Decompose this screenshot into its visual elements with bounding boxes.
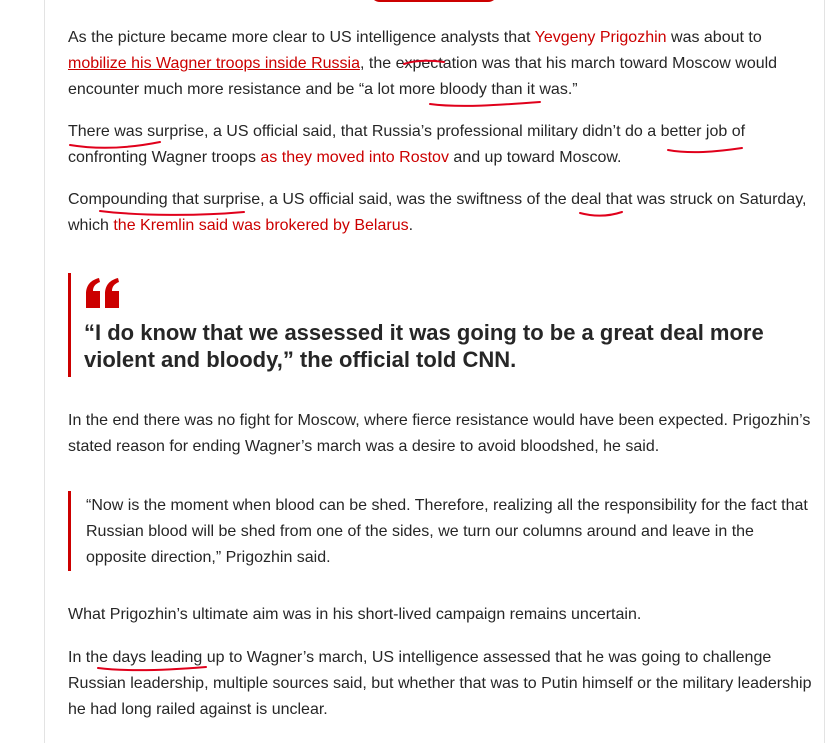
paragraph-4	[68, 408, 813, 460]
link-kremlin-belarus[interactable]: the Kremlin said was brokered by Belarus	[113, 217, 409, 234]
paragraph-5	[68, 602, 813, 628]
blockquote-text: “Now is the moment when blood can be shed. Therefore, realizing all the responsibility for the fact that Russian blood will be shed from one of the sides, we turn our columns around and leave in the opposite direction,” Prigozhin said.	[86, 497, 808, 566]
pull-quote-text: “I do know that we assessed it was going to be a great deal more violent and bloody,” the official told CNN.	[84, 320, 764, 372]
paragraph-text: was about to	[666, 29, 762, 46]
header-button-edge[interactable]	[370, 0, 498, 2]
paragraph-text: What Prigozhin’s ultimate aim was in his short-lived campaign remains uncertain.	[68, 606, 642, 623]
pull-quote	[68, 273, 808, 377]
link-yevgeny-prigozhin[interactable]: Yevgeny Prigozhin	[534, 29, 667, 46]
prigozhin-quote	[68, 491, 808, 571]
paragraph-text: There was surprise, a US official said, that Russia’s professional military didn’t do a better job of confronting Wagner troops	[68, 123, 746, 166]
paragraph-2	[68, 119, 813, 171]
paragraph-text: In the days leading up to Wagner’s march, US intelligence assessed that he was going to challenge Russian leadership, multiple sources said, but whether that was to Putin himself or the military leadership he had long railed against is unclear.	[68, 649, 812, 718]
paragraph-text: As the picture became more clear to US intelligence analysts that	[68, 29, 535, 46]
paragraph-text: In the end there was no fight for Moscow, where fierce resistance would have been expected. Prigozhin’s stated reason for ending Wagner’s march was a desire to avoid bloodshed, he said.	[68, 412, 811, 455]
paragraph-text: and up toward Moscow.	[448, 149, 622, 166]
paragraph-text: .	[408, 217, 414, 234]
paragraph-text: Compounding that surprise, a US official said, was the swiftness of the deal that was struck on Saturday, which	[68, 191, 807, 234]
link-mobilize-wagner[interactable]: mobilize his Wagner troops inside Russia	[68, 55, 360, 72]
paragraph-text: , the expectation was that his march toward Moscow would encounter much more resistance and be “a lot more bloody than it was.”	[68, 55, 778, 98]
link-moved-into-rostov[interactable]: as they moved into Rostov	[260, 149, 449, 166]
quote-mark-icon	[84, 278, 124, 308]
paragraph-1	[68, 25, 813, 103]
paragraph-6	[68, 645, 813, 723]
paragraph-3	[68, 187, 813, 239]
